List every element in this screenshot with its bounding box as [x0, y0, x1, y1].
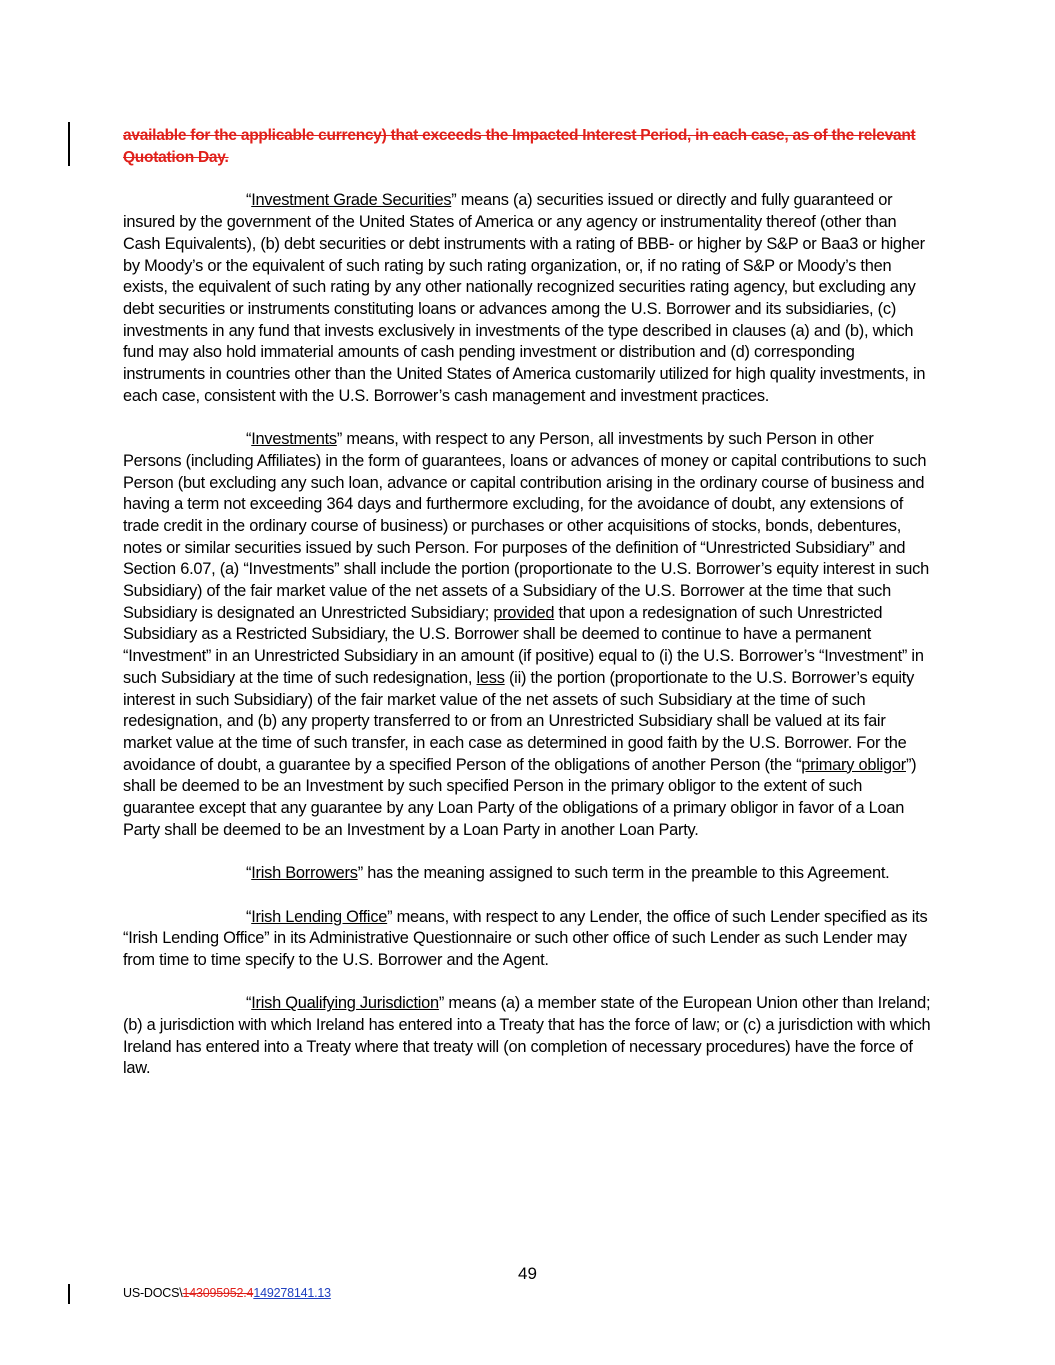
definition-irish-borrowers: [123, 863, 933, 885]
page-number: 49: [518, 1264, 537, 1283]
defined-term: Irish Qualifying Jurisdiction: [251, 994, 439, 1013]
defined-term: Investments: [251, 430, 337, 449]
provided-term: provided: [493, 603, 555, 622]
definition-text: ”) shall be deemed to be an Investment by such specified Person in the primary obligor to the extent of such guarantee except that any guarantee by any Loan Party of the obligations of a primary obligor in favor of a Loan Party shall be deemed to be an Investment by a Loan Party in another Loan Party.: [123, 755, 917, 839]
definition-text: ” means, with respect to any Lender, the office of such Lender specified as its “Irish Lending Office” in its Administrative Questionnaire or such other office of such Lender as such Lender may from time to time specify to the U.S. Borrower and the Agent.: [123, 907, 928, 969]
definition-text: (ii) the portion (proportionate to the U.S. Borrower’s equity interest in such Subsidiary) of the fair market value of the net assets of such Subsidiary at the time of such redesignation, and (b) any property transferred to or from an Unrestricted Subsidiary shall be valued at its fair market value at the time of such transfer, in each case as determined in good faith by the U.S. Borrower. For the avoidance of doubt, a guarantee by a specified Person of the obligations of another Person (the “: [123, 668, 915, 774]
open-quote: “: [246, 430, 252, 449]
document-footer-id: [123, 1286, 331, 1300]
definition-investments: [123, 429, 933, 841]
open-quote: “: [246, 994, 252, 1013]
deleted-text: available for the applicable currency) that exceeds the Impacted Interest Period, in each case, as of the relevant Quotation Day.: [123, 127, 916, 166]
defined-term: Investment Grade Securities: [251, 191, 452, 210]
definition-text: ” means (a) a member state of the European Union other than Ireland; (b) a jurisdiction with which Ireland has entered into a Treaty that has the force of law; or (c) a jurisdiction with which Ireland has entered into a Treaty where that treaty will (on completion of necessary procedures) have the force of law.: [123, 994, 931, 1078]
change-bar-bottom: [68, 1284, 70, 1304]
open-quote: “: [246, 907, 252, 926]
document-body: [123, 125, 933, 1102]
definition-text: ” means, with respect to any Person, all investments by such Person in other Persons (including Affiliates) in the form of guarantees, loans or advances of money or capital contributions to such Person (but excluding any such loan, advance or capital contribution arising in the ordinary course of business and having a term not exceeding 364 days and furthermore excluding, for the avoidance of doubt, any extensions of trade credit in the ordinary course of business) or purchases or other acquisitions of stocks, bonds, debentures, notes or similar securities issued by such Person. For purposes of the definition of “Unrestricted Subsidiary” and Section 6.07, (a) “Investments” shall include the portion (proportionate to the U.S. Borrower’s equity interest in such Subsidiary) of the fair market value of the net assets of a Subsidiary of the U.S. Borrower at the time that such Subsidiary is designated an Unrestricted Subsidiary;: [123, 430, 929, 622]
definition-investment-grade-securities: [123, 190, 933, 407]
footer-old-id: 143095952.4: [182, 1286, 254, 1300]
footer-new-id: 149278141.13: [253, 1286, 331, 1300]
open-quote: “: [246, 191, 252, 210]
primary-obligor-term: primary obligor: [801, 755, 906, 774]
definition-text: ” means (a) securities issued or directly and fully guaranteed or insured by the government of the United States of America or any agency or instrumentality thereof (other than Cash Equivalents), (b) debt securities or debt instruments with a rating of BBB- or higher by S&P or Baa3 or higher by Moody’s or the equivalent of such rating by such rating organization, or, if no rating of S&P or Moody’s then exists, the equivalent of such rating by any other nationally recognized securities rating agency, but excluding any debt securities or instruments constituting loans or advances among the U.S. Borrower and its subsidiaries, (c) investments in any fund that invests exclusively in investments of the type described in clauses (a) and (b), which fund may also hold immaterial amounts of cash pending investment or distribution and (d) corresponding instruments in countries other than the United States of America customarily utilized for high quality investments, in each case, consistent with the U.S. Borrower’s cash management and investment practices.: [123, 191, 926, 405]
definition-text: ” has the meaning assigned to such term in the preamble to this Agreement.: [357, 864, 890, 883]
definition-irish-lending-office: [123, 907, 933, 972]
defined-term: Irish Lending Office: [251, 907, 388, 926]
defined-term: Irish Borrowers: [251, 864, 358, 883]
footer-prefix: US-DOCS\: [123, 1286, 183, 1300]
definition-text: that upon a redesignation of such Unrestricted Subsidiary as a Restricted Subsidiary, the U.S. Borrower shall be deemed to continue to have a permanent “Investment” in an Unrestricted Subsidiary in an amount (if positive) equal to (i) the U.S. Borrower’s “Investment” in such Subsidiary at the time of such redesignation,: [123, 603, 924, 687]
change-bar-top: [68, 122, 70, 166]
open-quote: “: [246, 864, 252, 883]
definition-irish-qualifying-jurisdiction: [123, 993, 933, 1080]
less-term: less: [476, 668, 505, 687]
